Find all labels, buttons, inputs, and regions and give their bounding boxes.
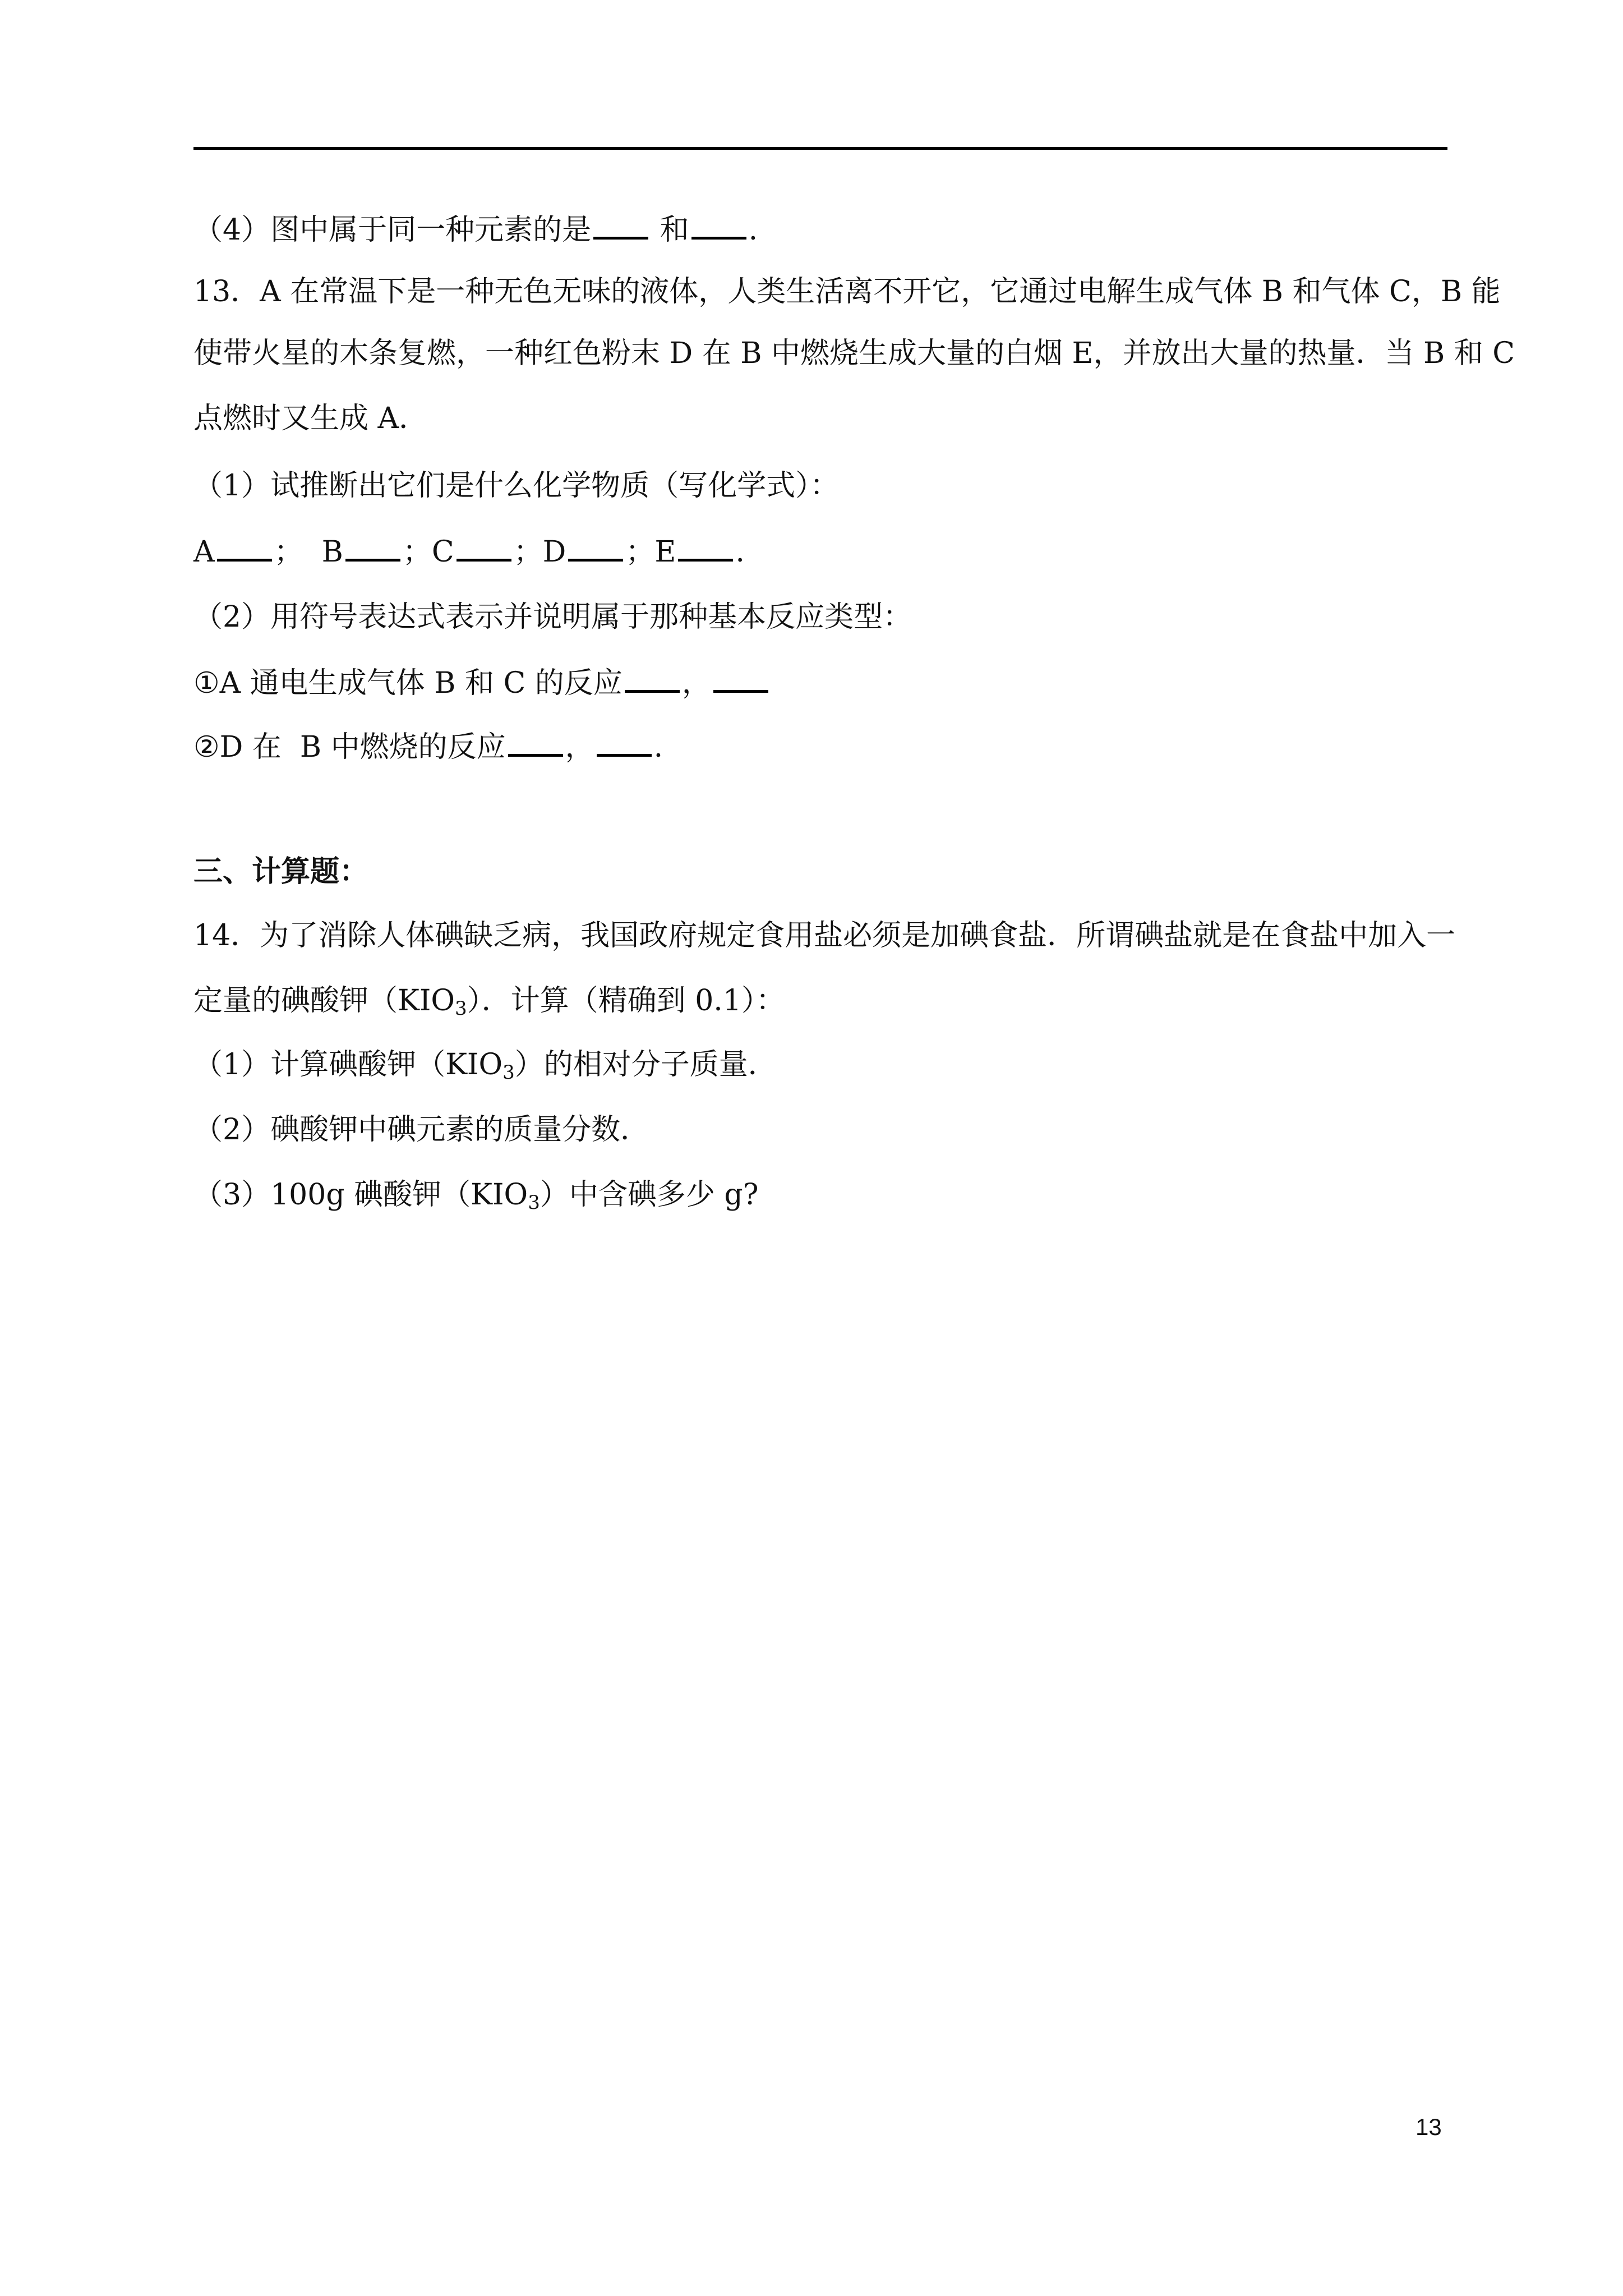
q14-line-2-sub: 3 [455, 997, 467, 1020]
answer-label-d: ；D [513, 535, 566, 569]
q13-line-1: 13．A 在常温下是一种无色无味的液体，人类生活离不开它，它通过电解生成气体 B 和气体 C，B 能 [193, 275, 1501, 309]
q14-line-2-pre: 定量的碘酸钾（KIO [193, 984, 455, 1018]
reaction-1-blank-1[interactable] [625, 668, 680, 693]
q14-part1-sub: 3 [502, 1061, 515, 1084]
reaction-2-comma: ， [565, 730, 594, 764]
answer-blank-e[interactable] [678, 536, 733, 562]
q14-part1 [193, 1048, 777, 1089]
reaction-2-blank-1[interactable] [508, 731, 563, 757]
answer-end: . [735, 535, 745, 569]
reaction-2-blank-2[interactable] [597, 731, 652, 757]
answer-label-c: ；C [402, 535, 454, 569]
answer-blank-d[interactable] [568, 536, 623, 562]
reaction-2-end: . [653, 730, 663, 764]
answer-label-a: A [193, 535, 215, 569]
q12-part4-suffix: . [748, 213, 758, 247]
answer-blank-c[interactable] [457, 536, 511, 562]
answer-label-e: ；E [625, 535, 676, 569]
reaction-1-blank-2[interactable] [713, 668, 768, 693]
q12-part4-text: （4）图中属于同一种元素的是 [193, 213, 592, 247]
answer-blank-b[interactable] [345, 536, 400, 562]
reaction-1-label: ①A 通电生成气体 B 和 C 的反应 [193, 666, 623, 700]
q14-line-2-post: ）．计算（精确到 0.1）： [467, 984, 785, 1018]
q13-answers [193, 535, 745, 569]
header-rule [193, 147, 1447, 150]
q14-line-1: 14．为了消除人体碘缺乏病，我国政府规定食用盐必须是加碘食盐．所谓碘盐就是在食盐中加入一 [193, 919, 1456, 953]
q14-part3 [193, 1178, 759, 1220]
q14-part3-post: ）中含碘多少 g? [540, 1178, 759, 1212]
q13-line-2: 使带火星的木条复燃，一种红色粉末 D 在 B 中燃烧生成大量的白烟 E，并放出大量的热量．当 B 和 C [193, 337, 1515, 370]
page-number: 13 [1415, 2114, 1442, 2140]
q14-line-2 [193, 984, 785, 1025]
answer-blank[interactable] [593, 214, 648, 240]
q13-line-3: 点燃时又生成 A． [193, 402, 428, 435]
section-3-title: 三、计算题： [193, 855, 369, 889]
q14-part3-sub: 3 [528, 1191, 540, 1214]
q13-part2: （2）用符号表达式表示并说明属于那种基本反应类型： [193, 600, 912, 634]
q12-part4-mid: 和 [651, 213, 689, 247]
q14-part1-pre: （1）计算碘酸钾（KIO [193, 1048, 503, 1082]
answer-blank[interactable] [691, 214, 746, 240]
q14-part2: （2）碘酸钾中碘元素的质量分数． [193, 1113, 650, 1147]
q13-reaction-1 [193, 666, 771, 700]
q14-part3-pre: （3）100g 碘酸钾（KIO [193, 1178, 528, 1212]
q12-part4 [193, 213, 758, 247]
q13-part1: （1）试推断出它们是什么化学物质（写化学式）： [193, 469, 840, 503]
reaction-1-comma: ， [681, 666, 711, 700]
reaction-2-label: ②D 在 B 中燃烧的反应 [193, 730, 506, 764]
answer-blank-a[interactable] [217, 536, 272, 562]
q14-part1-post: ）的相对分子质量． [514, 1048, 777, 1082]
answer-label-b: ； B [274, 535, 343, 569]
q13-reaction-2 [193, 730, 663, 764]
